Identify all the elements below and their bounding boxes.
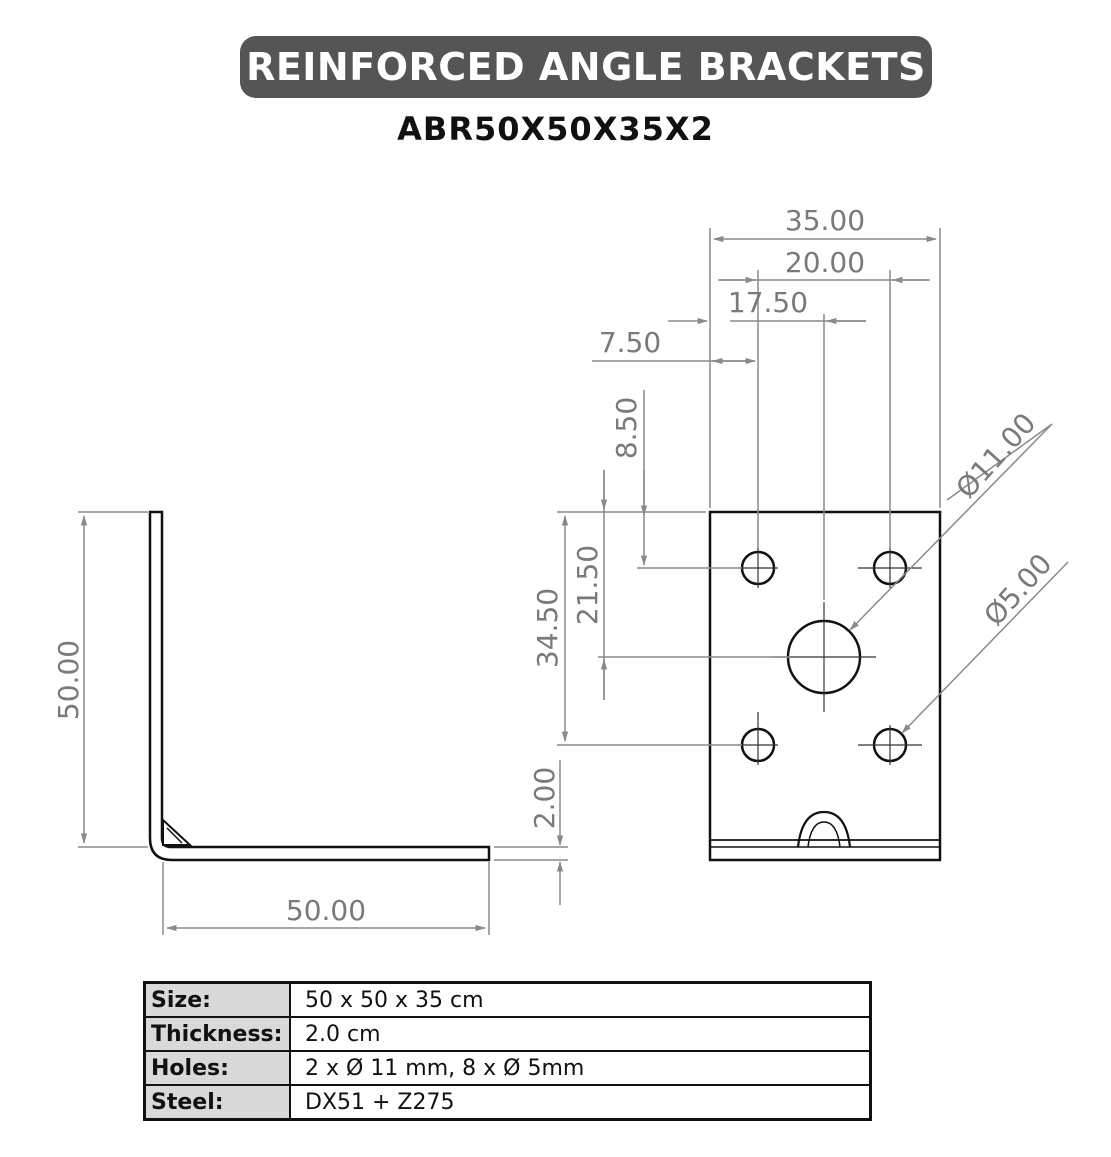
l-profile-outline	[150, 512, 489, 860]
spec-label: Thickness:	[145, 1017, 291, 1051]
hole-spacing-label: 20.00	[784, 246, 866, 279]
thickness-label: 2.00	[528, 766, 561, 830]
spec-label: Holes:	[145, 1051, 291, 1085]
table-row	[145, 983, 871, 1018]
model-number: ABR50X50X35X2	[397, 110, 714, 148]
table-row	[145, 1085, 871, 1120]
side-view	[150, 512, 489, 860]
table-row	[145, 1051, 871, 1085]
title-text: REINFORCED ANGLE BRACKETS	[246, 45, 926, 89]
rib-arch	[798, 812, 850, 847]
spec-value: 50 x 50 x 35 cm	[290, 983, 871, 1018]
leg-length-label: 50.00	[285, 894, 367, 927]
front-view	[710, 512, 940, 860]
small-hole-leader	[902, 562, 1068, 733]
center-offset-label: 17.50	[727, 286, 809, 319]
spec-value: 2.0 cm	[290, 1017, 871, 1051]
width-total-label: 35.00	[784, 204, 866, 237]
center-hole-label: 21.50	[571, 544, 604, 626]
spec-label: Size:	[145, 983, 291, 1018]
front-dims	[557, 228, 1068, 745]
small-hole-diameter-label: Ø5.00	[977, 547, 1059, 633]
weld-rib	[163, 820, 190, 845]
bottom-hole-label: 34.50	[531, 587, 564, 669]
leg-height-label: 50.00	[52, 639, 85, 721]
large-hole-diameter-label: Ø11.00	[949, 406, 1043, 505]
side-dims	[78, 512, 568, 935]
top-hole-label: 8.50	[610, 396, 643, 460]
spec-value: 2 x Ø 11 mm, 8 x Ø 5mm	[290, 1051, 871, 1085]
spec-label: Steel:	[145, 1085, 291, 1120]
hole-edge-label: 7.50	[598, 326, 662, 359]
table-row	[145, 1017, 871, 1051]
spec-value: DX51 + Z275	[290, 1085, 871, 1120]
spec-table	[143, 981, 872, 1121]
